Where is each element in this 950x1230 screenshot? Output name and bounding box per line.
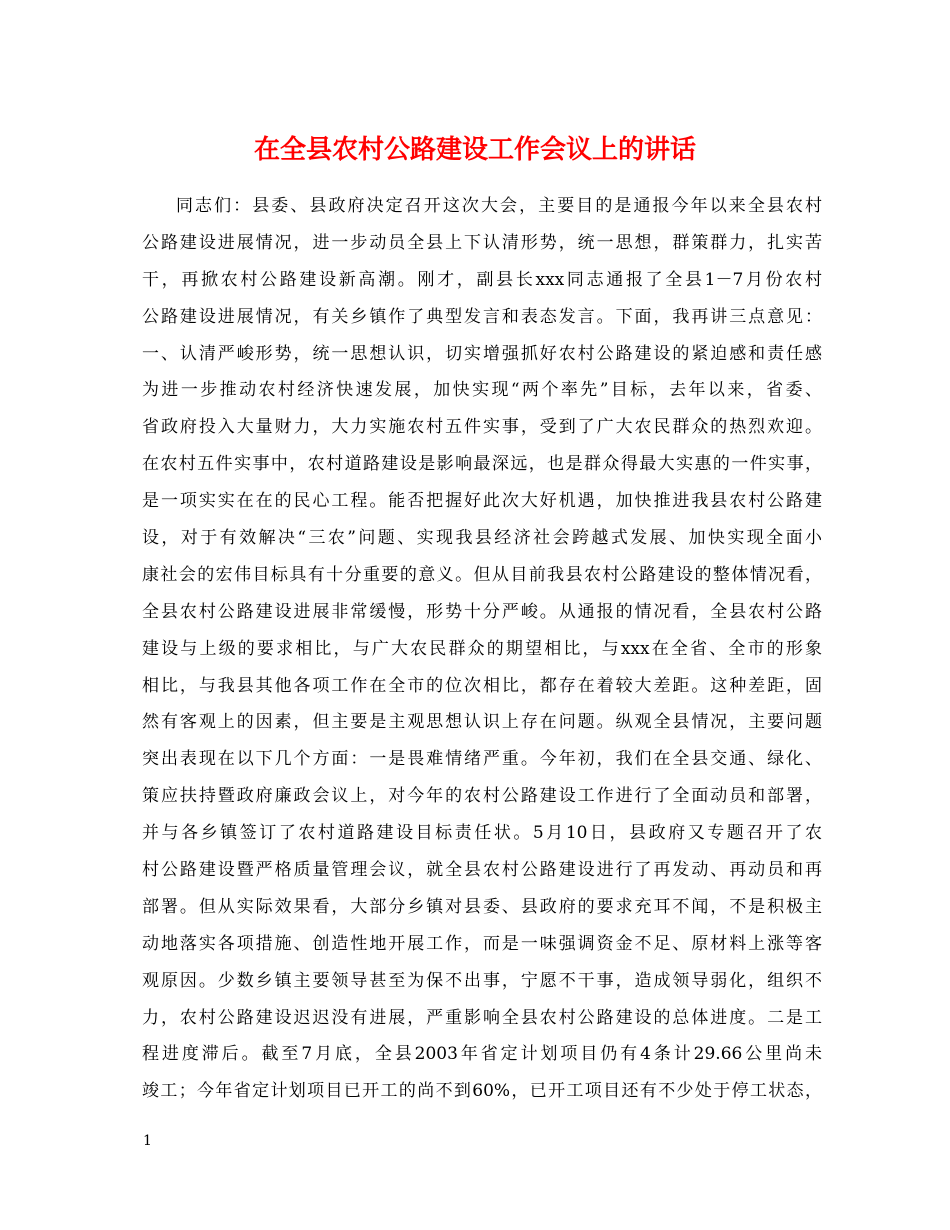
text-line: 相比，与我县其他各项工作在全市的位次相比，都存在着较大差距。这种差距，固 [142,675,822,696]
section-heading-line: 一、认清严峻形势，统一思想认识，切实增强抓好农村公路建设的紧迫感和责任感 [142,343,822,364]
text-line: 为进一步推动农村经济快速发展，加快实现“两个率先”目标，去年以来，省委、 [142,380,822,401]
text-line: 观原因。少数乡镇主要领导甚至为保不出事，宁愿不干事，造成领导弱化，组织不 [142,970,822,991]
text-line: 并与各乡镇签订了农村道路建设目标责任状。5月10日，县政府又专题召开了农 [142,823,822,844]
text-line: 建设与上级的要求相比，与广大农民群众的期望相比，与xxx在全省、全市的形象 [142,638,822,659]
text-line: 公路建设进展情况，有关乡镇作了典型发言和表态发言。下面，我再讲三点意见： [142,306,822,327]
text-line: 在农村五件实事中，农村道路建设是影响最深远，也是群众得最大实惠的一件实事， [142,454,822,475]
text-line: 策应扶持暨政府廉政会议上，对今年的农村公路建设工作进行了全面动员和部署， [142,786,822,807]
text-line: 同志们：县委、县政府决定召开这次大会，主要目的是通报今年以来全县农村 [176,196,822,216]
text-line: 力，农村公路建设迟迟没有进展，严重影响全县农村公路建设的总体进度。二是工 [142,1007,822,1028]
text-line: 村公路建设暨严格质量管理会议，就全县农村公路建设进行了再发动、再动员和再 [142,860,822,881]
text-line: 干，再掀农村公路建设新高潮。刚才，副县长xxx同志通报了全县1－7月份农村 [142,269,822,290]
text-line: 省政府投入大量财力，大力实施农村五件实事，受到了广大农民群众的热烈欢迎。 [142,417,822,438]
text-line: 公路建设进展情况，进一步动员全县上下认清形势，统一思想，群策群力，扎实苦 [142,232,822,253]
text-line: 程进度滞后。截至7月底，全县2003年省定计划项目仍有4条计29.66公里尚未 [142,1044,822,1065]
text-line: 动地落实各项措施、创造性地开展工作，而是一味强调资金不足、原材料上涨等客 [142,933,822,954]
text-line: 部署。但从实际效果看，大部分乡镇对县委、县政府的要求充耳不闻，不是积极主 [142,896,822,917]
text-line: 竣工；今年省定计划项目已开工的尚不到60%，已开工项目还有不少处于停工状态， [142,1081,822,1102]
document-title: 在全县农村公路建设工作会议上的讲话 [253,135,696,165]
speech-body [142,188,822,1110]
text-line: 设，对于有效解决“三农”问题、实现我县经济社会跨越式发展、加快实现全面小 [142,528,822,549]
text-line: 然有客观上的因素，但主要是主观思想认识上存在问题。纵观全县情况，主要问题 [142,712,822,733]
text-line: 康社会的宏伟目标具有十分重要的意义。但从目前我县农村公路建设的整体情况看， [142,564,822,585]
text-line: 全县农村公路建设进展非常缓慢，形势十分严峻。从通报的情况看，全县农村公路 [142,601,822,622]
text-line: 是一项实实在在的民心工程。能否把握好此次大好机遇，加快推进我县农村公路建 [142,491,822,512]
text-line: 突出表现在以下几个方面：一是畏难情绪严重。今年初，我们在全县交通、绿化、 [142,749,822,770]
page-number: 1 [143,1133,152,1149]
